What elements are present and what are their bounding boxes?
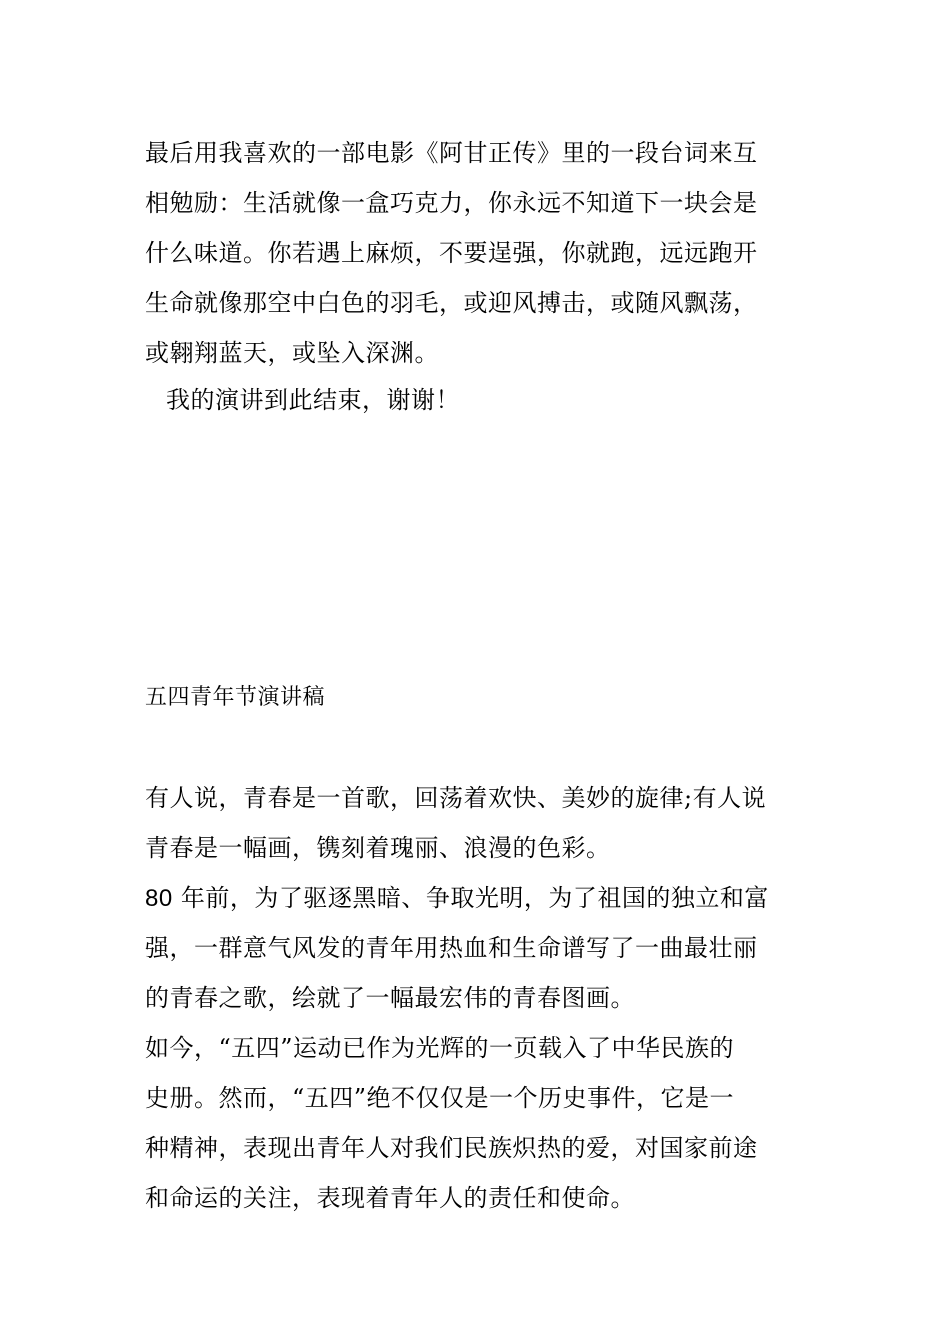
body-text-line — [145, 882, 769, 915]
year-number: 80 — [145, 885, 173, 912]
body-text-line: 强，一群意气风发的青年用热血和生命谱写了一曲最壮丽 — [145, 934, 758, 962]
body-text-line: 和命运的关注，表现着青年人的责任和使命。 — [145, 1184, 635, 1212]
body-text-line: 史册。然而，“五四”绝不仅仅是一个历史事件，它是一 — [145, 1084, 735, 1112]
body-text-line: 生命就像那空中白色的羽毛，或迎风搏击，或随风飘荡， — [145, 289, 758, 317]
section-title: 五四青年节演讲稿 — [145, 685, 326, 710]
body-text-line: 有人说，青春是一首歌，回荡着欢快、美妙的旋律;有人说 — [145, 784, 767, 812]
body-text-line: 青春是一幅画，镌刻着瑰丽、浪漫的色彩。 — [145, 834, 611, 862]
body-text-segment: 年前，为了驱逐黑暗、争取光明，为了祖国的独立和富 — [180, 884, 769, 912]
body-text-line: 的青春之歌，绘就了一幅最宏伟的青春图画。 — [145, 984, 635, 1012]
closing-line: 我的演讲到此结束，谢谢！ — [166, 386, 460, 414]
body-text-line: 或翱翔蓝天，或坠入深渊。 — [145, 339, 439, 367]
body-text-line: 相勉励：生活就像一盒巧克力，你永远不知道下一块会是 — [145, 189, 758, 217]
body-text-line: 如今，“五四”运动已作为光辉的一页载入了中华民族的 — [145, 1034, 735, 1062]
body-text-line: 种精神，表现出青年人对我们民族炽热的爱，对国家前途 — [145, 1134, 758, 1162]
body-text-line: 什么味道。你若遇上麻烦，不要逞强，你就跑，远远跑开 — [145, 239, 758, 267]
body-text-line: 最后用我喜欢的一部电影《阿甘正传》里的一段台词来互 — [145, 139, 758, 167]
